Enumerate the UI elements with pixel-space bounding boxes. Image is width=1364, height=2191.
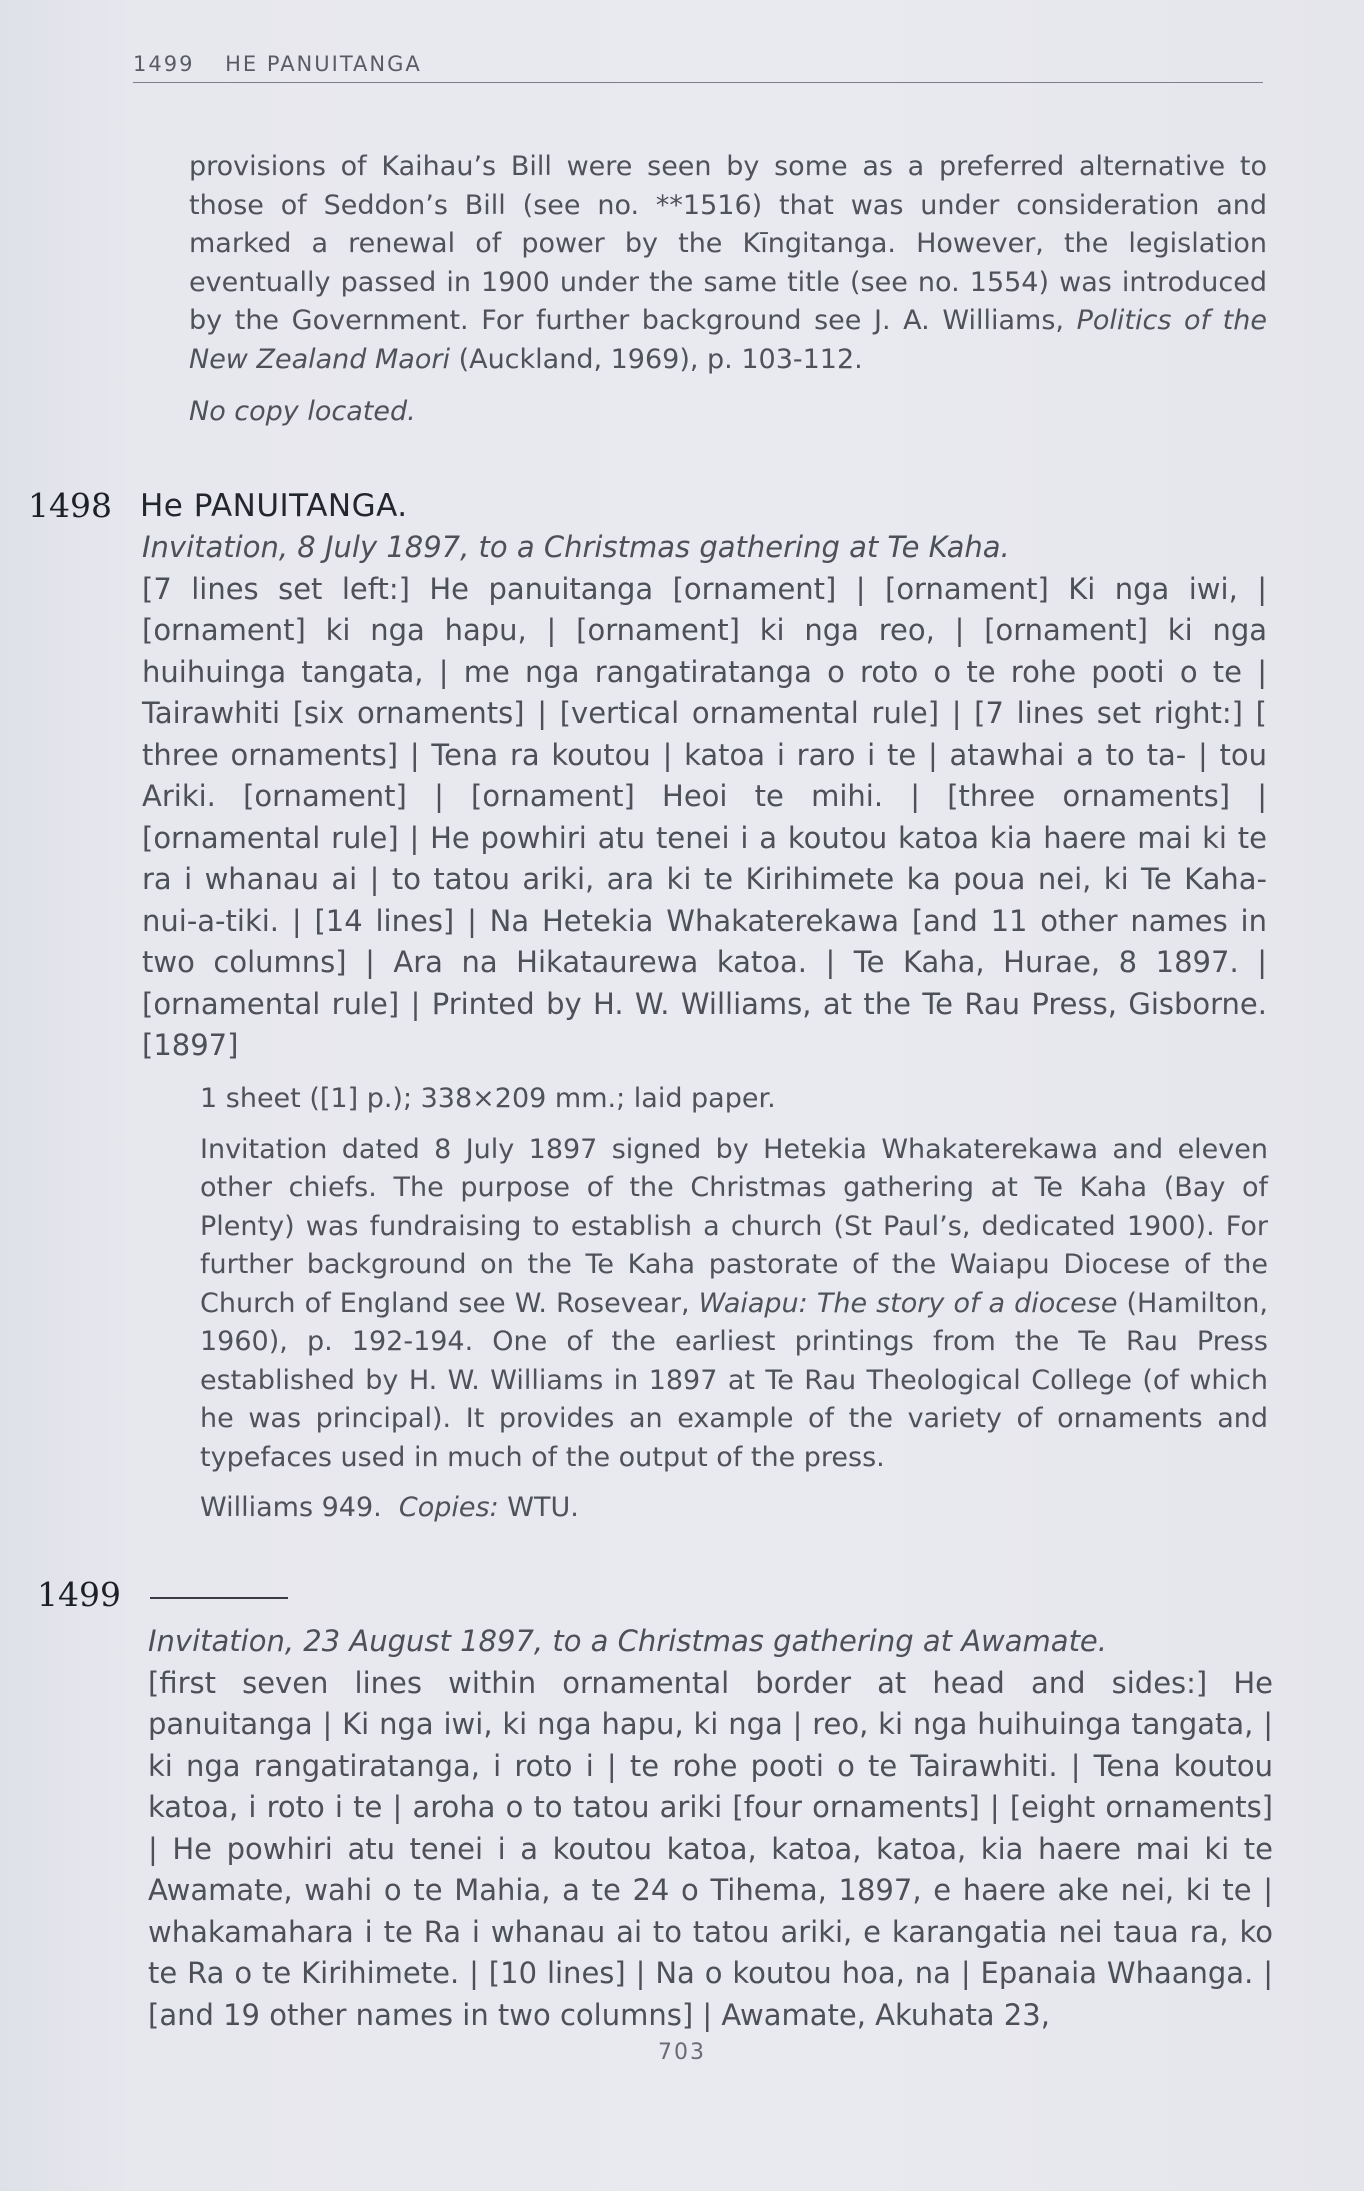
collation-1498: 1 sheet ([1] p.); 338×209 mm.; laid paper. [200,1083,776,1114]
continuation-paragraph [189,148,1267,379]
running-head-title: HE PANUITANGA [225,52,422,76]
note-book-title: Waiapu: The story of a diocese [698,1287,1118,1319]
note-text-a: Invitation dated 8 July 1897 signed by Hetekia Whakaterekawa and eleven other chiefs. The purpose of the Christmas gathering at Te Kaha (Bay of Plenty) was fundraising to establish a church (St Paul’s, dedicated 1900). For further background on the Te Kaha pastorate of the Waiapu Diocese of the Church of England see W. Rosevear, [200,1133,1268,1319]
entry-description-1498 [142,527,1267,1067]
entry-description-1499 [148,1621,1273,2036]
running-head [133,52,1263,83]
bibliographic-reference: Williams 949. [200,1492,382,1523]
entry-notes-1498 [200,1080,1268,1528]
entry-subtitle-1498: Invitation, 8 July 1897, to a Christmas gathering at Te Kaha. [142,530,1010,564]
copies-value: WTU. [507,1492,579,1523]
continuation-text-a: provisions of Kaihau’s Bill were seen by some as a preferred alternative to those of Seddon’s Bill (see no. **1516) that was under consideration and marked a renewal of power by the Kīngitanga. However, the legislation eventually passed in 1900 under the same title (see no. 1554) was introduced by the Government. For further background see J. A. Williams, [189,151,1267,336]
entry-number-1498: 1498 [28,486,112,525]
historical-note-1498 [200,1131,1268,1478]
running-head-page-ref: 1499 [133,52,195,76]
ditto-rule [150,1597,288,1599]
continuation-note [189,148,1267,432]
entry-transcription-1498: [7 lines set left:] He panuitanga [ornament] | [ornament] Ki nga iwi, | [ornament] ki nga hapu, | [ornament] ki nga reo, | [ornament] ki nga huihuinga tangata, | me nga rangatiratanga o roto o te rohe pooti o te | Tairawhiti [six ornaments] | [vertical ornamental rule] | [7 lines set right:] [ three ornaments] | Tena ra koutou | katoa i raro i te | atawhai a to ta- | tou Ariki. [ornament] | [ornament] Heoi te mihi. | [three ornaments] | [ornamental rule] | He powhiri atu tenei i a koutou katoa kia haere mai ki te ra i whanau ai | to tatou ariki, ara ki te Kirihimete ka poua nei, ki Te Kaha-nui-a-tiki. | [14 lines] | Na Hetekia Whakaterekawa [and 11 other names in two columns] | Ara na Hikataurewa katoa. | Te Kaha, Hurae, 8 1897. | [ornamental rule] | Printed by H. W. Williams, at the Te Rau Press, Gisborne. [1897] [142,571,1267,1062]
note-text-b: (Hamilton, 1960), p. 192-194. One of the earliest printings from the Te Rau Press established by H. W. Williams in 1897 at Te Rau Theological College (of which he was principal). It provides an example of the variety of ornaments and typefaces used in much of the output of the press. [200,1287,1268,1473]
page-number: 703 [658,2040,706,2065]
copies-label: Copies: [398,1492,499,1523]
entry-transcription-1499: [first seven lines within ornamental border at head and sides:] He panuitanga | Ki nga iwi, ki nga hapu, ki nga | reo, ki nga huihuinga tangata, | ki nga rangatiratanga, i roto i | te rohe pooti o te Tairawhiti. | Tena koutou katoa, i roto i te | aroha o to tatou ariki [four ornaments] | [eight ornaments] | He powhiri atu tenei i a koutou katoa, katoa, katoa, kia haere mai ki te Awamate, wahi o te Mahia, a te 24 o Tihema, 1897, e haere ake nei, ki te | whakamahara i te Ra i whanau ai to tatou ariki, e karangatia nei taua ra, ko te Ra o te Kirihimete. | [10 lines] | Na o koutou hoa, na | Epanaia Whaanga. | [and 19 other names in two columns] | Awamate, Akuhata 23, [148,1665,1273,2032]
entry-title-1498: He PANUITANGA. [140,488,408,524]
entry-number-1499: 1499 [37,1575,121,1614]
no-copy-note: No copy located. [189,396,416,427]
entry-subtitle-1499: Invitation, 23 August 1897, to a Christmas gathering at Awamate. [148,1624,1107,1658]
continuation-text-b: (Auckland, 1969), p. 103-112. [449,343,863,375]
reference-line-1498 [200,1489,1268,1528]
continuation-book-title: Politics of the New Zealand Maori [189,305,1267,375]
